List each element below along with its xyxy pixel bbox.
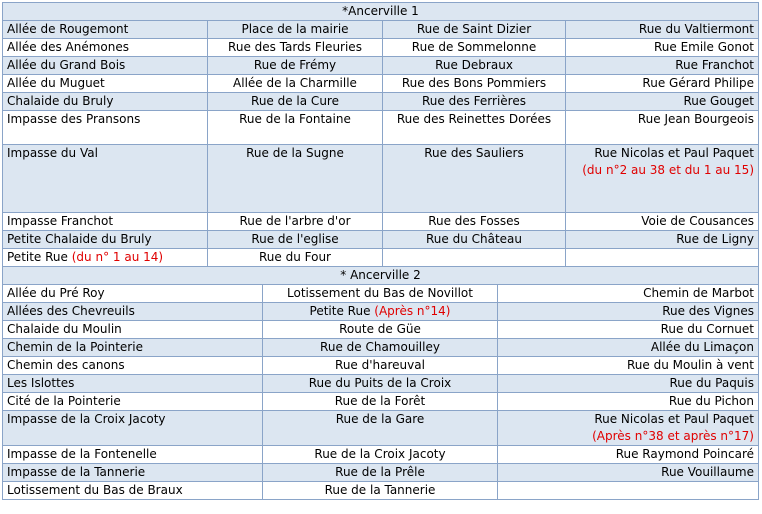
street-cell-text: Rue de la Fontaine [239, 112, 351, 126]
street-cell-text: Impasse du Val [7, 146, 98, 160]
street-cell-text: Place de la mairie [241, 22, 349, 36]
street-cell-text: Rue de Frémy [253, 58, 337, 72]
street-cell [208, 213, 383, 231]
house-number-note: (du n° 1 au 14) [71, 250, 164, 264]
street-cell [3, 231, 208, 249]
street-cell-text: Rue de la Cure [251, 94, 339, 108]
street-cell [383, 39, 566, 57]
street-cell [566, 75, 759, 93]
street-cell [498, 303, 759, 321]
street-cell [498, 285, 759, 303]
street-cell [383, 231, 566, 249]
street-cell [3, 21, 208, 39]
street-cell-text: Rue du Pichon [668, 394, 754, 408]
street-cell [3, 482, 263, 500]
street-cell [3, 285, 263, 303]
street-cell-text: Rue d'hareuval [335, 358, 425, 372]
street-cell-text: Petite Chalaide du Bruly [7, 232, 152, 246]
street-cell-text: Rue Jean Bourgeois [637, 112, 754, 126]
street-cell [263, 285, 498, 303]
street-cell-text: Route de Güe [339, 322, 421, 336]
street-cell [3, 93, 208, 111]
street-cell-text: Chemin des canons [7, 358, 125, 372]
street-cell-text: Rue de l'eglise [251, 232, 339, 246]
section-title-ancerville-1: *Ancerville 1 [3, 3, 759, 21]
street-cell-text: Rue du Moulin à vent [627, 358, 754, 372]
street-cell [3, 213, 208, 231]
street-cell-text: Rue de la Croix Jacoty [314, 447, 446, 461]
street-cell-text: Rue du Puits de la Croix [308, 376, 452, 390]
street-cell [498, 411, 759, 446]
street-cell-text: Lotissement du Bas de Novillot [287, 286, 473, 300]
street-cell-text: Rue de la Forêt [334, 394, 426, 408]
street-cell [263, 357, 498, 375]
table-row [3, 145, 759, 213]
street-cell [3, 321, 263, 339]
street-cell-text: Rue des Ferrières [422, 94, 526, 108]
street-cell [3, 464, 263, 482]
street-cell [566, 21, 759, 39]
street-cell-text: Allée du Limaçon [650, 340, 754, 354]
street-cell [263, 339, 498, 357]
street-cell-text: Impasse de la Croix Jacoty [7, 412, 166, 426]
street-cell-text: Rue Gouget [683, 94, 754, 108]
street-cell-text: Rue des Tards Fleuries [228, 40, 362, 54]
street-cell-text: Rue de la Prêle [335, 465, 425, 479]
street-cell [208, 39, 383, 57]
street-cell-text: Rue du Valtiermont [638, 22, 754, 36]
street-cell [383, 57, 566, 75]
street-cell-text: Allée de Rougemont [7, 22, 129, 36]
street-cell [498, 393, 759, 411]
street-cell [383, 213, 566, 231]
street-cell-text: Lotissement du Bas de Braux [7, 483, 183, 497]
street-cell [566, 39, 759, 57]
table-row [3, 39, 759, 57]
street-cell [566, 231, 759, 249]
street-cell [263, 446, 498, 464]
table-row [3, 357, 759, 375]
street-cell-text: Rue Franchot [675, 58, 754, 72]
table-row [3, 321, 759, 339]
street-cell-text: Cité de la Pointerie [7, 394, 121, 408]
street-cell-text: Impasse Franchot [7, 214, 114, 228]
table-row [3, 464, 759, 482]
street-cell-text: Rue de l'arbre d'or [239, 214, 351, 228]
street-cell-text: Rue de Ligny [676, 232, 754, 246]
street-cell [3, 249, 208, 267]
street-cell-text: Allée de la Charmille [233, 76, 357, 90]
street-cell-text: Rue de la Gare [335, 412, 425, 426]
house-number-note: (Après n°38 et après n°17) [592, 429, 754, 443]
street-cell [3, 57, 208, 75]
street-cell-text: Rue des Bons Pommiers [401, 76, 547, 90]
table-row [3, 231, 759, 249]
street-cell [3, 375, 263, 393]
street-cell [383, 75, 566, 93]
table-row [3, 303, 759, 321]
street-cell [208, 21, 383, 39]
street-cell-text: Rue de la Tannerie [324, 483, 436, 497]
section-ancerville-2 [3, 267, 759, 500]
street-cell-text: Rue Nicolas et Paul Paquet [594, 146, 754, 160]
street-cell [208, 249, 383, 267]
table-row [3, 285, 759, 303]
street-cell-text: Rue du Paquis [669, 376, 754, 390]
street-cell [498, 321, 759, 339]
street-cell-text: Rue de la Sugne [246, 146, 344, 160]
house-number-note: (du n°2 au 38 et du 1 au 15) [582, 163, 754, 177]
street-cell [383, 111, 566, 145]
street-cell-text: Allée du Grand Bois [7, 58, 126, 72]
street-cell-text: Impasse de la Fontenelle [7, 447, 157, 461]
street-cell [498, 339, 759, 357]
street-cell-text: Chalaide du Moulin [7, 322, 122, 336]
street-cell-text: Chalaide du Bruly [7, 94, 114, 108]
table-row [3, 411, 759, 446]
street-cell [3, 446, 263, 464]
street-cell-text: Rue Vouillaume [661, 465, 754, 479]
street-cell [3, 75, 208, 93]
street-cell-text: Rue de Chamouilley [320, 340, 440, 354]
street-cell-text: Chemin de la Pointerie [7, 340, 143, 354]
street-cell-text: Petite Rue [309, 304, 371, 318]
table-row [3, 213, 759, 231]
street-cell [208, 93, 383, 111]
section-title-ancerville-2: * Ancerville 2 [3, 267, 759, 285]
street-cell-text: Rue des Reinettes Dorées [396, 112, 552, 126]
street-cell-text: Rue Debraux [435, 58, 513, 72]
street-cell [566, 213, 759, 231]
section-ancerville-1 [3, 3, 759, 267]
street-cell [498, 482, 759, 500]
street-cell-text: Rue du Cornuet [660, 322, 754, 336]
street-cell [208, 111, 383, 145]
table-row [3, 75, 759, 93]
street-cell [498, 357, 759, 375]
street-cell [566, 57, 759, 75]
street-cell [263, 482, 498, 500]
street-cell [3, 39, 208, 57]
street-table-2 [2, 266, 759, 500]
table-row [3, 339, 759, 357]
house-number-note: (Après n°14) [374, 304, 451, 318]
table-row [3, 111, 759, 145]
table-row [3, 249, 759, 267]
street-cell [208, 57, 383, 75]
street-cell [3, 339, 263, 357]
street-cell-text: Rue Emile Gonot [653, 40, 754, 54]
street-cell [498, 446, 759, 464]
street-cell [263, 375, 498, 393]
street-cell [383, 249, 566, 267]
street-cell [263, 393, 498, 411]
street-cell [3, 145, 208, 213]
street-cell-text: Petite Rue [7, 250, 68, 264]
street-cell [498, 464, 759, 482]
street-cell [383, 145, 566, 213]
street-cell-text: Chemin de Marbot [643, 286, 754, 300]
table-row [3, 393, 759, 411]
table-row [3, 482, 759, 500]
street-cell-text: Les Islottes [7, 376, 75, 390]
street-cell-text: Allées des Chevreuils [7, 304, 135, 318]
street-cell [3, 357, 263, 375]
street-cell-text: Voie de Cousances [641, 214, 754, 228]
table-row [3, 446, 759, 464]
street-cell [383, 21, 566, 39]
street-cell-text: Rue du Château [425, 232, 523, 246]
table-row [3, 21, 759, 39]
street-cell-text: Allée du Muguet [7, 76, 105, 90]
street-cell-text: Rue des Fosses [428, 214, 520, 228]
street-cell [3, 393, 263, 411]
street-cell [3, 303, 263, 321]
street-cell [208, 231, 383, 249]
street-cell [208, 75, 383, 93]
street-cell [566, 111, 759, 145]
table-row [3, 93, 759, 111]
street-cell-text: Rue du Four [259, 250, 331, 264]
street-cell [263, 411, 498, 446]
street-cell-text: Allée du Pré Roy [7, 286, 105, 300]
table-row [3, 57, 759, 75]
street-cell-text: Allée des Anémones [7, 40, 129, 54]
street-cell [208, 145, 383, 213]
street-cell [383, 93, 566, 111]
street-cell-text: Rue de Saint Dizier [416, 22, 532, 36]
street-cell [566, 145, 759, 213]
table-row [3, 375, 759, 393]
street-cell [566, 249, 759, 267]
street-cell [263, 464, 498, 482]
street-cell-text: Rue de Sommelonne [411, 40, 537, 54]
street-cell-text: Rue Nicolas et Paul Paquet [594, 412, 754, 426]
street-cell-text: Rue des Sauliers [424, 146, 524, 160]
street-cell [566, 93, 759, 111]
street-cell [498, 375, 759, 393]
street-cell-text: Rue Raymond Poincaré [615, 447, 754, 461]
street-cell [3, 411, 263, 446]
street-cell-text: Rue des Vignes [662, 304, 754, 318]
street-cell-text: Rue Gérard Philipe [642, 76, 754, 90]
street-table [2, 2, 759, 267]
street-cell [3, 111, 208, 145]
street-cell [263, 303, 498, 321]
street-cell-text: Impasse des Pransons [7, 112, 141, 126]
street-cell-text: Impasse de la Tannerie [7, 465, 146, 479]
street-cell [263, 321, 498, 339]
